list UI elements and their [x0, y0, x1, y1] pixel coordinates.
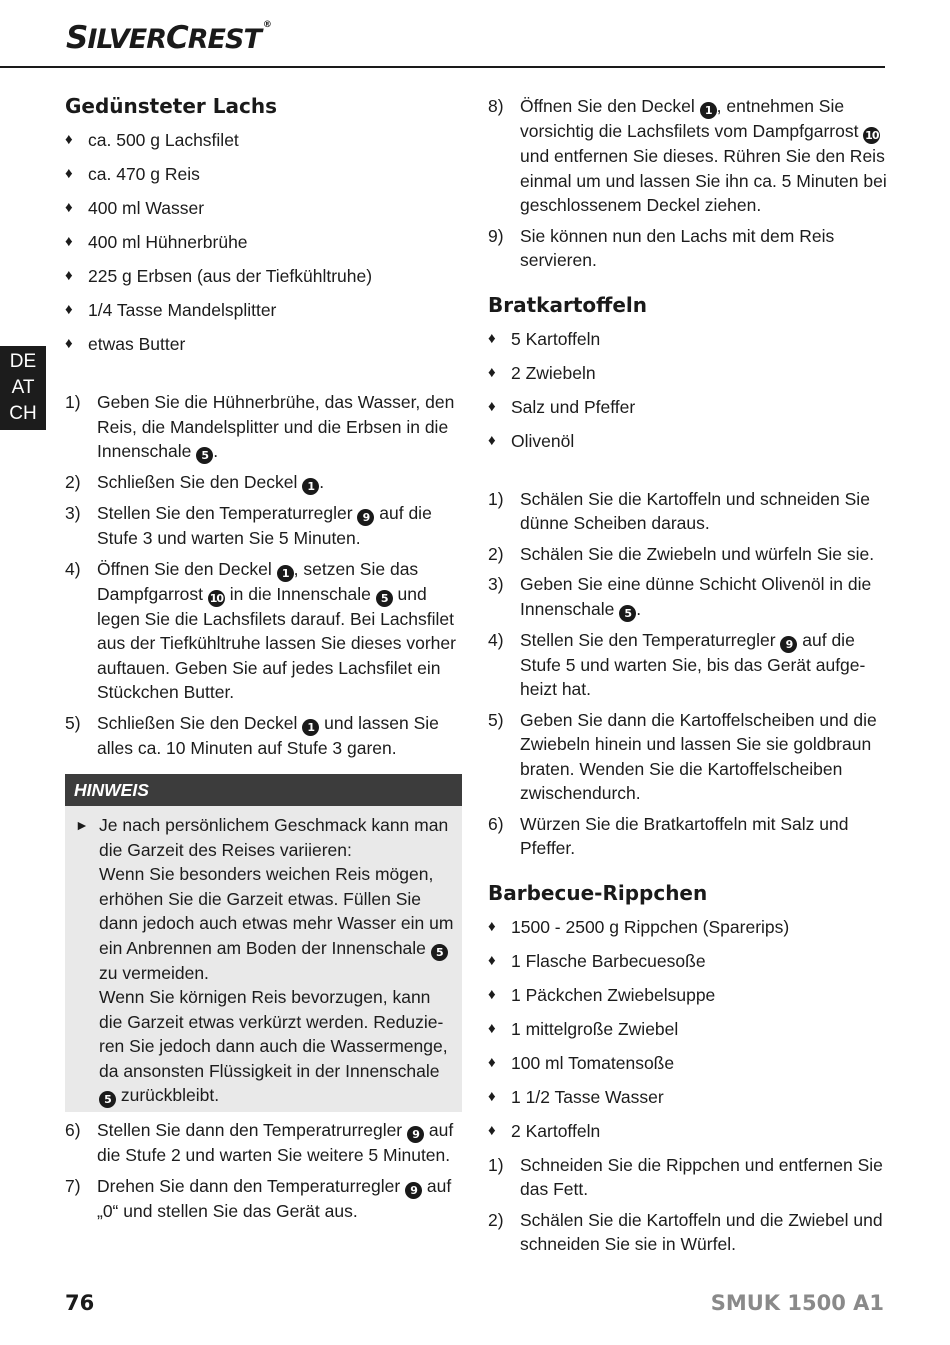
step-text: Schließen Sie den Deckel — [97, 472, 303, 492]
step-text: . — [319, 472, 325, 492]
step-number: 5) — [65, 712, 81, 733]
step-item — [488, 487, 888, 536]
ingredient-item — [488, 429, 888, 454]
right-column — [488, 94, 888, 1263]
diamond-bullet-icon: ♦ — [488, 917, 496, 935]
step-number: 3) — [65, 503, 81, 523]
step-number: 1) — [488, 1154, 504, 1175]
ingredient-text: 1 Flasche Barbecuesoße — [511, 950, 706, 971]
ingredient-item — [488, 1085, 888, 1110]
ingredient-item — [488, 1119, 888, 1144]
hint-body — [65, 806, 462, 1112]
part-number-badge: 10 — [865, 129, 879, 142]
step-list-lachs-end — [488, 94, 888, 273]
ingredient-text: 100 ml Tomatensoße — [511, 1052, 675, 1073]
ingredient-item — [488, 949, 888, 974]
diamond-bullet-icon: ♦ — [65, 199, 73, 216]
hint-box — [65, 774, 462, 1112]
step-item — [488, 1153, 888, 1202]
ingredient-item — [488, 361, 888, 386]
part-number-badge: 5 — [431, 944, 448, 961]
ingredient-text: 5 Kartoffeln — [511, 328, 601, 349]
step-item — [488, 812, 888, 861]
ingredient-text: Salz und Pfeffer — [511, 396, 636, 417]
ingredient-text: 1 Päckchen Zwiebelsuppe — [511, 984, 716, 1005]
part-number-badge: 5 — [196, 447, 213, 464]
ingredient-list-rippchen — [488, 915, 888, 1144]
diamond-bullet-icon: ♦ — [65, 165, 73, 182]
step-text: auf die Stufe 2 und warten Sie weitere 5 Minuten. — [97, 1120, 454, 1165]
ingredient-list-bratkartoffeln — [488, 327, 888, 454]
part-number-badge: 1 — [700, 102, 717, 119]
diamond-bullet-icon: ♦ — [488, 1087, 496, 1105]
step-number: 6) — [488, 813, 504, 834]
step-number: 2) — [488, 543, 504, 564]
ingredient-item — [488, 395, 888, 420]
model-name: SMUK 1500 A1 — [710, 1291, 884, 1315]
step-number: 8) — [488, 96, 504, 116]
part-number-badge: 9 — [405, 1182, 422, 1199]
step-text: Schälen Sie die Kartoffeln und die Zwiebel und schneiden Sie sie in Würfel. — [520, 1209, 883, 1254]
ingredient-item — [65, 332, 462, 357]
step-item — [488, 94, 888, 218]
diamond-bullet-icon: ♦ — [488, 329, 496, 347]
step-text: Stellen Sie den Temperaturregler — [97, 503, 358, 523]
ingredient-text: 2 Kartoffeln — [511, 1120, 601, 1141]
step-item — [488, 572, 888, 622]
hint-heading: HINWEIS — [65, 774, 462, 806]
ingredient-item — [488, 327, 888, 352]
step-item — [488, 224, 888, 273]
ingredient-text: 1 mittelgroße Zwiebel — [511, 1018, 679, 1039]
step-list-rippchen — [488, 1153, 888, 1257]
ingredient-list-lachs — [65, 128, 462, 357]
part-number-badge: 9 — [780, 636, 797, 653]
step-number: 9) — [488, 225, 504, 246]
ingredient-text: 2 Zwiebeln — [511, 362, 596, 383]
step-item — [65, 557, 462, 705]
diamond-bullet-icon: ♦ — [488, 951, 496, 969]
ingredient-text: Olivenöl — [511, 430, 575, 451]
diamond-bullet-icon: ♦ — [65, 335, 73, 352]
step-text: . — [636, 598, 642, 619]
ingredient-text: ca. 500 g Lachsfilet — [88, 130, 239, 150]
step-text: in die Innenschale — [224, 583, 376, 604]
lang-at: AT — [11, 377, 35, 398]
step-number: 2) — [488, 1209, 504, 1230]
ingredient-item — [488, 1017, 888, 1042]
part-number-badge: 9 — [407, 1126, 424, 1143]
step-text: Geben Sie dann die Kartoffelscheiben und die Zwiebeln hinein und lassen Sie sie goldbraun braten. Wenden Sie die Kartoffelscheiben zwischendurch. — [520, 709, 877, 803]
recipe-title-bratkartoffeln: Bratkartoffeln — [488, 292, 647, 317]
step-item — [65, 1174, 462, 1224]
lang-ch: CH — [9, 403, 37, 424]
step-text: , setzen Sie das Dampfgarrost — [97, 558, 419, 604]
diamond-bullet-icon: ♦ — [65, 301, 73, 318]
step-item — [488, 1208, 888, 1257]
step-text: auf die Stufe 5 und warten Sie, bis das Gerät aufgeheizt hat. — [520, 629, 866, 699]
ingredient-item — [488, 983, 888, 1008]
brand-logo: SILVERCREST ® — [66, 20, 271, 56]
step-text: Drehen Sie dann den Temperaturregler — [97, 1175, 406, 1196]
step-list-lachs-cont — [65, 1118, 462, 1223]
lang-de: DE — [9, 351, 37, 372]
step-text: auf die Stufe 3 und warten Sie 5 Minuten. — [97, 503, 432, 548]
header-rule — [0, 66, 885, 68]
part-number-badge: 5 — [376, 590, 393, 607]
step-item — [488, 628, 888, 702]
step-text: und lassen Sie alles ca. 10 Minuten auf Stufe 3 garen. — [97, 712, 439, 758]
step-text: Würzen Sie die Bratkartoffeln mit Salz und Pfeffer. — [520, 813, 849, 858]
step-number: 4) — [65, 558, 81, 579]
ingredient-item — [65, 196, 462, 221]
step-number: 5) — [488, 709, 504, 730]
step-text: Schälen Sie die Zwiebeln und würfeln Sie sie. — [520, 543, 875, 564]
step-text: Öffnen Sie den Deckel — [520, 96, 700, 116]
step-text: Sie können nun den Lachs mit dem Reis servieren. — [520, 225, 835, 270]
step-item — [65, 390, 462, 464]
step-text: Schneiden Sie die Rippchen und entfernen Sie das Fett. — [520, 1154, 883, 1199]
step-item — [488, 708, 888, 806]
part-number-badge: 1 — [302, 478, 319, 495]
step-text: Geben Sie die Hühnerbrühe, das Wasser, den Reis, die Mandelsplitter und die Erbsen in die Innenschale — [97, 392, 455, 461]
step-text: , entnehmen Sie vorsichtig die Lachsfilets vom Dampfgarrost — [520, 96, 864, 141]
step-number: 4) — [488, 629, 504, 650]
step-item — [65, 711, 462, 761]
step-number: 7) — [65, 1175, 81, 1196]
part-number-badge: 1 — [277, 565, 294, 582]
step-text: . — [213, 441, 219, 461]
ingredient-item — [65, 162, 462, 187]
diamond-bullet-icon: ♦ — [488, 985, 496, 1003]
ingredient-text: etwas Butter — [88, 334, 186, 354]
step-text: Stellen Sie den Temperaturregler — [520, 629, 781, 650]
step-number: 1) — [65, 392, 81, 412]
recipe-title-lachs: Gedünsteter Lachs — [65, 94, 277, 118]
diamond-bullet-icon: ♦ — [65, 131, 73, 148]
step-number: 3) — [488, 574, 504, 594]
ingredient-item — [65, 128, 462, 153]
part-number-badge: 5 — [619, 605, 636, 622]
diamond-bullet-icon: ♦ — [65, 267, 73, 284]
diamond-bullet-icon: ♦ — [488, 1121, 496, 1139]
ingredient-text: 400 ml Wasser — [88, 198, 205, 218]
step-text: auf „0“ und stellen Sie das Gerät aus. — [97, 1175, 452, 1221]
step-item — [488, 542, 888, 567]
diamond-bullet-icon: ♦ — [488, 1053, 496, 1071]
ingredient-text: 225 g Erbsen (aus der Tiefkühltruhe) — [88, 266, 373, 286]
part-number-badge: 9 — [357, 509, 374, 526]
ingredient-item — [65, 298, 462, 323]
step-text: Schälen Sie die Kartoffeln und schneiden Sie dünne Scheiben daraus. — [520, 488, 870, 533]
step-number: 2) — [65, 472, 81, 492]
arrow-right-icon: ► — [75, 817, 89, 833]
ingredient-item — [65, 264, 462, 289]
recipe-title-rippchen: Barbecue-Rippchen — [488, 880, 708, 905]
step-text: Öffnen Sie den Deckel — [97, 558, 277, 579]
step-text: und legen Sie die Lachsfilets darauf. Bei Lachsfilet aus der Tiefkühltruhe lassen Sie dieses vorher auftauen. Geben Sie auf jedes Lachsfilet ein Stückchen Butter. — [97, 583, 456, 702]
ingredient-text: 1500 - 2500 g Rippchen (Sparerips) — [511, 916, 790, 937]
step-text: Geben Sie eine dünne Schicht Olivenöl in die Innenschale — [520, 574, 872, 619]
step-item — [65, 470, 462, 495]
part-number-badge: 5 — [99, 1091, 116, 1108]
hint-text — [75, 813, 454, 1108]
part-number-badge: 10 — [209, 591, 224, 605]
diamond-bullet-icon: ♦ — [488, 431, 496, 449]
step-text: Je nach persönlichem Geschmack kann man die Garzeit des Reises variieren: Wenn Sie besonders weichen Reis mögen, erhöhen Sie die Garzeit etwas. Füllen Sie dann jedoch auch etwas mehr Wasser ein um ein Anbrennen am Boden der Innenschale — [99, 815, 454, 958]
step-number: 1) — [488, 488, 504, 509]
step-text: zurückbleibt. — [116, 1085, 220, 1105]
left-column — [65, 92, 462, 1229]
ingredient-text: 1/4 Tasse Mandelsplitter — [88, 300, 277, 320]
ingredient-text: ca. 470 g Reis — [88, 164, 200, 184]
diamond-bullet-icon: ♦ — [488, 363, 496, 381]
language-tab — [0, 346, 46, 430]
step-text: Stellen Sie dann den Temperatrurregler — [97, 1120, 408, 1140]
step-text: und entfernen Sie dieses. Rühren Sie den Reis einmal um und lassen Sie ihn ca. 5 Minuten bei geschlossenem Deckel ziehen. — [520, 146, 887, 215]
ingredient-item — [488, 915, 888, 940]
part-number-badge: 1 — [302, 719, 319, 736]
step-number: 6) — [65, 1120, 81, 1140]
page-number: 76 — [65, 1291, 95, 1315]
ingredient-text: 400 ml Hühnerbrühe — [88, 232, 248, 252]
step-text: zu vermeiden. Wenn Sie körnigen Reis bevorzugen, kann die Garzeit etwas verkürzt werden. Reduzieren Sie jedoch dann auch die Wassermenge, da ansonsten Flüssigkeit in der Innenschale — [99, 962, 448, 1081]
step-list-bratkartoffeln — [488, 487, 888, 861]
step-item — [65, 1118, 462, 1168]
diamond-bullet-icon: ♦ — [65, 233, 73, 250]
step-text: Schließen Sie den Deckel — [97, 712, 303, 733]
diamond-bullet-icon: ♦ — [488, 397, 496, 415]
ingredient-item — [65, 230, 462, 255]
diamond-bullet-icon: ♦ — [488, 1019, 496, 1037]
step-item — [65, 501, 462, 551]
ingredient-text: 1 1/2 Tasse Wasser — [511, 1086, 664, 1107]
ingredient-item — [488, 1051, 888, 1076]
step-list-lachs — [65, 390, 462, 760]
